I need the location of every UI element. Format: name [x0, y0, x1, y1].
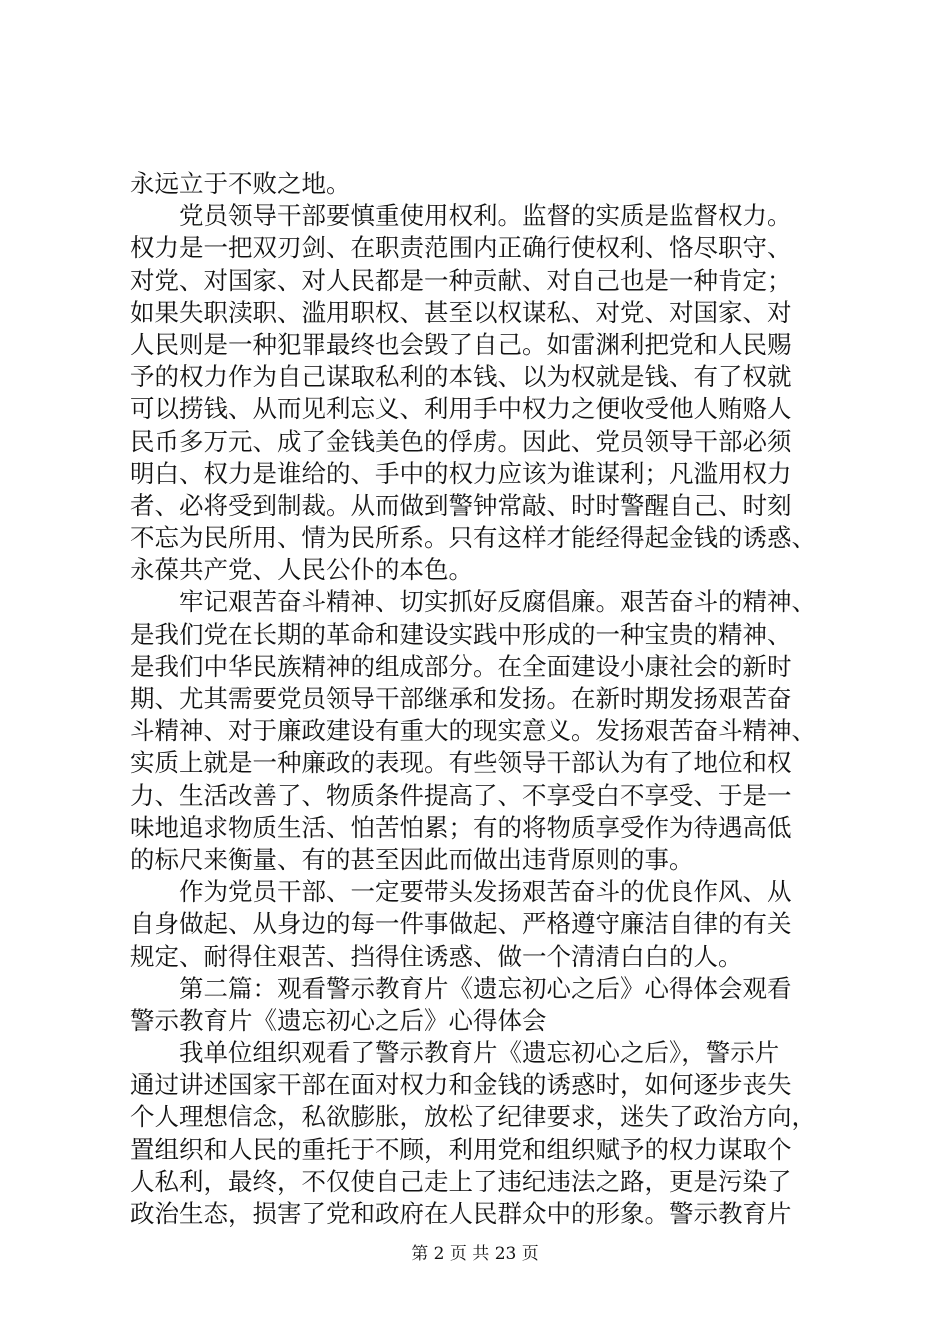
text-line: 置组织和人民的重托于不顾，利用党和组织赋予的权力谋取个: [130, 1134, 792, 1164]
text-line: 我单位组织观看了警示教育片《遗忘初心之后》，警示片: [130, 1038, 780, 1068]
text-line: 味地追求物质生活、怕苦怕累；有的将物质享受作为待遇高低: [130, 812, 792, 842]
text-line: 权力是一把双刃剑、在职责范围内正确行使权利、恪尽职守、: [130, 233, 792, 263]
text-line: 可以捞钱、从而见利忘义、利用手中权力之便收受他人贿赂人: [130, 394, 792, 424]
page-number-footer: 第 2 页 共 23 页: [411, 1244, 539, 1264]
text-line: 对党、对国家、对人民都是一种贡献、对自己也是一种肯定；: [130, 265, 792, 295]
text-line: 是我们中华民族精神的组成部分。在全面建设小康社会的新时: [130, 651, 792, 681]
text-line: 是我们党在长期的革命和建设实践中形成的一种宝贵的精神、: [130, 619, 792, 649]
text-line: 民币多万元、成了金钱美色的俘虏。因此、党员领导干部必须: [130, 426, 792, 456]
text-line: 不忘为民所用、情为民所系。只有这样才能经得起金钱的诱惑、: [130, 523, 816, 553]
document-body: [130, 168, 830, 1230]
text-line: 作为党员干部、一定要带头发扬艰苦奋斗的优良作风、从: [130, 877, 792, 907]
text-line: 期、尤其需要党员领导干部继承和发扬。在新时期发扬艰苦奋: [130, 684, 792, 713]
text-line: 永远立于不败之地。: [130, 169, 351, 198]
text-line: 如果失职渎职、滥用职权、甚至以权谋私、对党、对国家、对: [130, 297, 792, 327]
text-line: 通过讲述国家干部在面对权力和金钱的诱惑时，如何逐步丧失: [130, 1070, 792, 1100]
text-line: 人民则是一种犯罪最终也会毁了自己。如雷渊利把党和人民赐: [130, 329, 792, 359]
text-line: 党员领导干部要慎重使用权利。监督的实质是监督权力。: [130, 201, 792, 231]
text-line: 力、生活改善了、物质条件提高了、不享受白不享受、于是一: [130, 780, 792, 810]
text-line: 予的权力作为自己谋取私利的本钱、以为权就是钱、有了权就: [130, 362, 792, 392]
text-line: 永葆共产党、人民公仆的本色。: [130, 555, 473, 585]
text-line: 个人理想信念，私欲膨胀，放松了纪律要求，迷失了政治方向，: [130, 1102, 816, 1132]
section-heading-line: 警示教育片《遗忘初心之后》心得体会: [130, 1005, 547, 1035]
text-line: 人私利，最终，不仅使自己走上了违纪违法之路，更是污染了: [130, 1166, 792, 1196]
text-line: 自身做起、从身边的每一件事做起、严格遵守廉洁自律的有关: [130, 909, 792, 939]
text-line: 政治生态，损害了党和政府在人民群众中的形象。警示教育片: [130, 1199, 792, 1228]
section-heading-line: 第二篇：观看警示教育片《遗忘初心之后》心得体会观看: [130, 973, 792, 1003]
text-line: 斗精神、对于廉政建设有重大的现实意义。发扬艰苦奋斗精神、: [130, 716, 816, 746]
text-line: 规定、耐得住艰苦、挡得住诱惑、做一个清清白白的人。: [130, 941, 743, 971]
text-line: 牢记艰苦奋斗精神、切实抓好反腐倡廉。艰苦奋斗的精神、: [130, 587, 816, 617]
text-line: 的标尺来衡量、有的甚至因此而做出违背原则的事。: [130, 844, 694, 874]
text-line: 实质上就是一种廉政的表现。有些领导干部认为有了地位和权: [130, 748, 792, 778]
text-line: 明白、权力是谁给的、手中的权力应该为谁谋利；凡滥用权力: [130, 458, 792, 488]
text-line: 者、必将受到制裁。从而做到警钟常敲、时时警醒自己、时刻: [130, 490, 792, 520]
